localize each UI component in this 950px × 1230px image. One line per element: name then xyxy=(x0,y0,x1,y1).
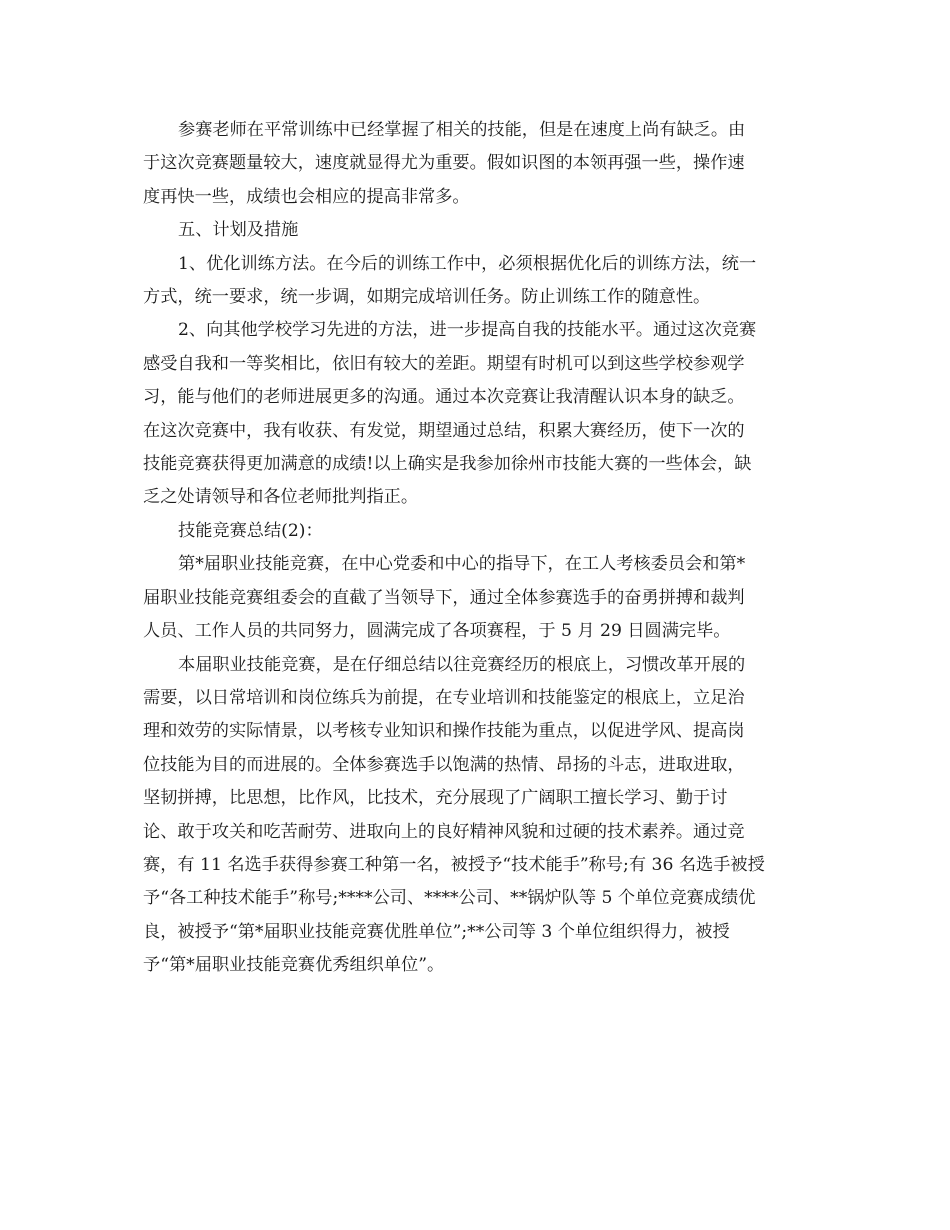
text-line: 位技能为目的而进展的。全体参赛选手以饱满的热情、昂扬的斗志，进取进取， xyxy=(143,754,745,775)
paragraph-speed-analysis xyxy=(143,114,803,214)
text-line: 于这次竞赛题量较大，速度就显得尤为重要。假如识图的本领再强一些，操作速 xyxy=(143,153,745,174)
text-line: 坚韧拼搏，比思想，比作风，比技术，充分展现了广阔职工擅长学习、勤于讨 xyxy=(143,788,728,809)
text-line: 本届职业技能竞赛，是在仔细总结以往竞赛经历的根底上，习惯改革开展的 xyxy=(178,654,746,675)
paragraph-competition-intro xyxy=(143,548,803,648)
text-line: 人员、工作人员的共同努力，圆满完成了各项赛程，于 5 月 29 日圆满完毕。 xyxy=(143,621,731,642)
text-line: 方式，统一要求，统一步调，如期完成培训任务。防止训练工作的随意性。 xyxy=(143,287,711,308)
text-line: 良，被授予“第*届职业技能竞赛优胜单位”;**公司等 3 个单位组织得力，被授 xyxy=(143,921,730,942)
text-line: 赛，有 11 名选手获得参赛工种第一名，被授予“技术能手”称号;有 36 名选手被授 xyxy=(143,854,765,875)
text-line: 乏之处请领导和各位老师批判指正。 xyxy=(143,487,419,508)
text-line: 习，能与他们的老师进展更多的沟通。通过本次竞赛让我清醒认识本身的缺乏。 xyxy=(143,387,745,408)
section-heading-summary-2 xyxy=(143,515,803,548)
text-line: 参赛老师在平常训练中已经掌握了相关的技能，但是在速度上尚有缺乏。由 xyxy=(178,120,746,140)
paragraph-measure-1 xyxy=(143,248,803,315)
text-line: 技能竞赛获得更加满意的成绩!以上确实是我参加徐州市技能大赛的一些体会，缺 xyxy=(143,454,752,475)
text-line: 第*届职业技能竞赛，在中心党委和中心的指导下，在工人考核委员会和第* xyxy=(178,554,746,575)
text-line: 理和效劳的实际情景，以考核专业知识和操作技能为重点，以促进学风、提高岗 xyxy=(143,721,745,742)
text-line: 感受自我和一等奖相比，依旧有较大的差距。期望有时机可以到这些学校参观学 xyxy=(143,353,745,374)
paragraph-measure-2 xyxy=(143,314,803,514)
text-line: 届职业技能竞赛组委会的直截了当领导下，通过全体参赛选手的奋勇拼搏和裁判 xyxy=(143,587,745,608)
text-line: 2、向其他学校学习先进的方法，进一步提高自我的技能水平。通过这次竞赛 xyxy=(178,320,757,341)
text-line: 需要，以日常培训和岗位练兵为前提，在专业培训和技能鉴定的根底上，立足治 xyxy=(143,687,745,708)
text-line: 1、优化训练方法。在今后的训练工作中，必须根据优化后的训练方法，统一 xyxy=(178,253,757,274)
paragraph-competition-results xyxy=(143,649,803,983)
text-line: 论、敢于攻关和吃苦耐劳、进取向上的良好精神风貌和过硬的技术素养。通过竞 xyxy=(143,821,745,842)
text-line: 予“各工种技术能手”称号;****公司、****公司、**锅炉队等 5 个单位竞赛成绩优 xyxy=(143,888,756,909)
heading-text: 五、计划及措施 xyxy=(178,220,299,241)
text-line: 予“第*届职业技能竞赛优秀组织单位”。 xyxy=(143,955,445,976)
text-line: 度再快一些，成绩也会相应的提高非常多。 xyxy=(143,186,470,207)
document-page xyxy=(143,114,803,983)
heading-text: 技能竞赛总结(2)： xyxy=(178,520,323,541)
section-heading-plan xyxy=(143,214,803,247)
text-line: 在这次竞赛中，我有收获、有发觉，期望通过总结，积累大赛经历，使下一次的 xyxy=(143,420,745,441)
